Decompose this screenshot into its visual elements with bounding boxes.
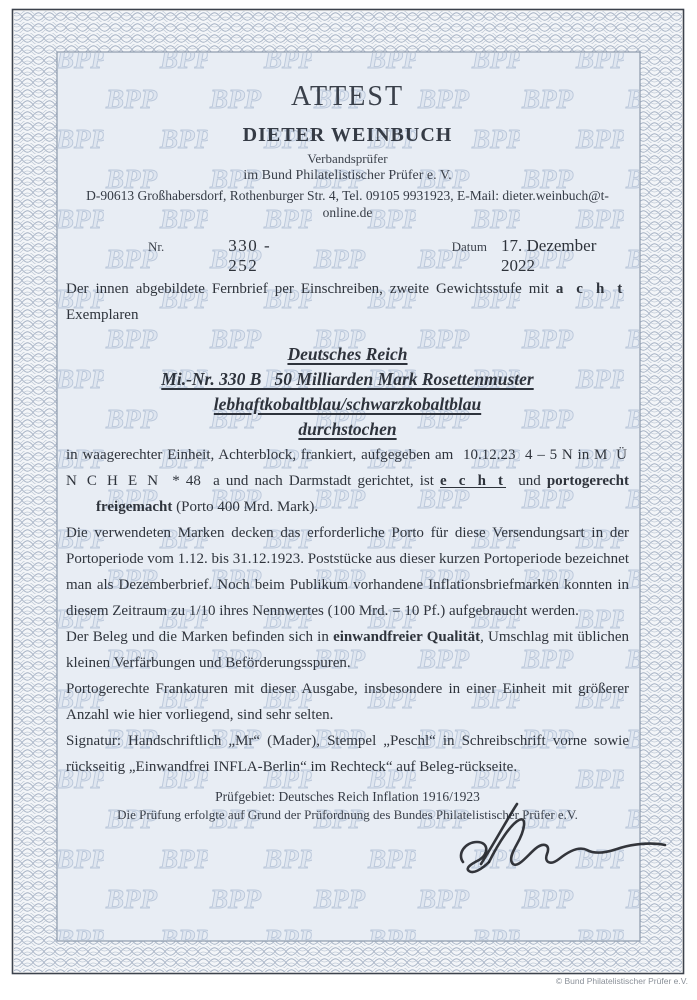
quality-paragraph: [66, 624, 629, 676]
intro-text: Der innen abgebildete Fernbrief per Einschreiben, zweite Gewichtsstufe mit: [66, 281, 549, 297]
examiner-role: Verbandsprüfer: [307, 151, 388, 166]
examiner-address: D-90613 Großhabersdorf, Rothenburger Str. 4, Tel. 09105 9931923, E-Mail: dieter.weinbuch@t-online.de: [86, 188, 609, 220]
subject-line: lebhaftkobaltblau/schwarzkobaltblau: [213, 394, 482, 414]
posting-city: M Ü N C H E N: [66, 447, 629, 489]
franking-paragraph: [66, 442, 629, 520]
page-title: ATTEST: [290, 81, 405, 112]
subject-line: Deutsches Reich: [287, 344, 408, 364]
bpp-copyright: © Bund Philatelistischer Prüfer e.V.: [555, 976, 688, 986]
certificate-meta-row: [66, 236, 629, 276]
quality-text: Der Beleg und die Marken befinden sich in: [66, 629, 329, 645]
rarity-paragraph: Portogerechte Frankaturen mit dieser Ausgabe, insbesondere in einer Einheit mit größerer Anzahl wie hier vorliegend, sind sehr selten.: [66, 681, 629, 723]
handwritten-signature: [455, 798, 670, 883]
freigemacht-emph: freigemacht: [96, 499, 173, 515]
quality-text: , Umschlag mit üblichen kleinen Verfärbungen und Beförderungsspuren.: [66, 629, 629, 671]
franking-text: und: [518, 473, 541, 489]
franking-text: (Porto 400 Mrd. Mark).: [176, 499, 319, 515]
quality-emph: einwandfreier Qualität: [333, 629, 481, 645]
number-label: Nr.: [148, 239, 165, 254]
date-label: Datum: [451, 239, 488, 254]
signature-paragraph: Signatur: Handschriftlich „Mr“ (Mader), Stempel „Peschl“ in Schreibschrift vorne sowie rückseitig „Einwandfrei INFLA-Berlin“ im Rechteck“ auf Beleg-rückseite.: [66, 733, 629, 775]
certificate-number: 330 - 252: [228, 236, 272, 275]
portogerecht-emph: portogerecht: [546, 473, 630, 489]
subject-line: Mi.-Nr. 330 B 50 Milliarden Mark Rosettenmuster: [161, 369, 534, 389]
intro-tail: Exemplaren: [66, 307, 139, 323]
subject-line: durchstochen: [298, 419, 397, 439]
pruefordnung-line: Die Prüfung erfolgte auf Grund der Prüfordnung des Bundes Philatelistischer Prüfer e.V.: [117, 807, 578, 822]
subject-block: [66, 342, 629, 442]
franking-text: * 48 a und nach Darmstadt gerichtet, ist: [172, 473, 434, 489]
intro-emph: a c h t: [555, 281, 626, 297]
intro-paragraph: [66, 276, 629, 328]
genuine-emph: e c h t: [440, 473, 507, 489]
examiner-name: DIETER WEINBUCH: [242, 124, 453, 146]
porto-paragraph: Die verwendeten Marken decken das erforderliche Porto für diese Versendungsart in der Portoperiode vom 1.12. bis 31.12.1923. Poststücke aus dieser kurzen Portoperiode bezeichnet man als Dezemberbrief. Noch beim Publikum vorhandene Inflationsbriefmarken konnten in diesem Zeitraum zu 1/10 ihres Nennwertes (100 Mrd. = 10 Pf.) aufgebraucht werden.: [66, 525, 629, 619]
certificate-date: 17. Dezember 2022: [501, 236, 597, 275]
examiner-organization: im Bund Philatelistischer Prüfer e. V.: [243, 168, 452, 183]
pruefgebiet-line: Prüfgebiet: Deutsches Reich Inflation 1916/1923: [215, 789, 480, 804]
franking-text: in waagerechter Einheit, Achterblock, frankiert, aufgegeben am 10.12.23 4 – 5 N in: [66, 447, 590, 463]
